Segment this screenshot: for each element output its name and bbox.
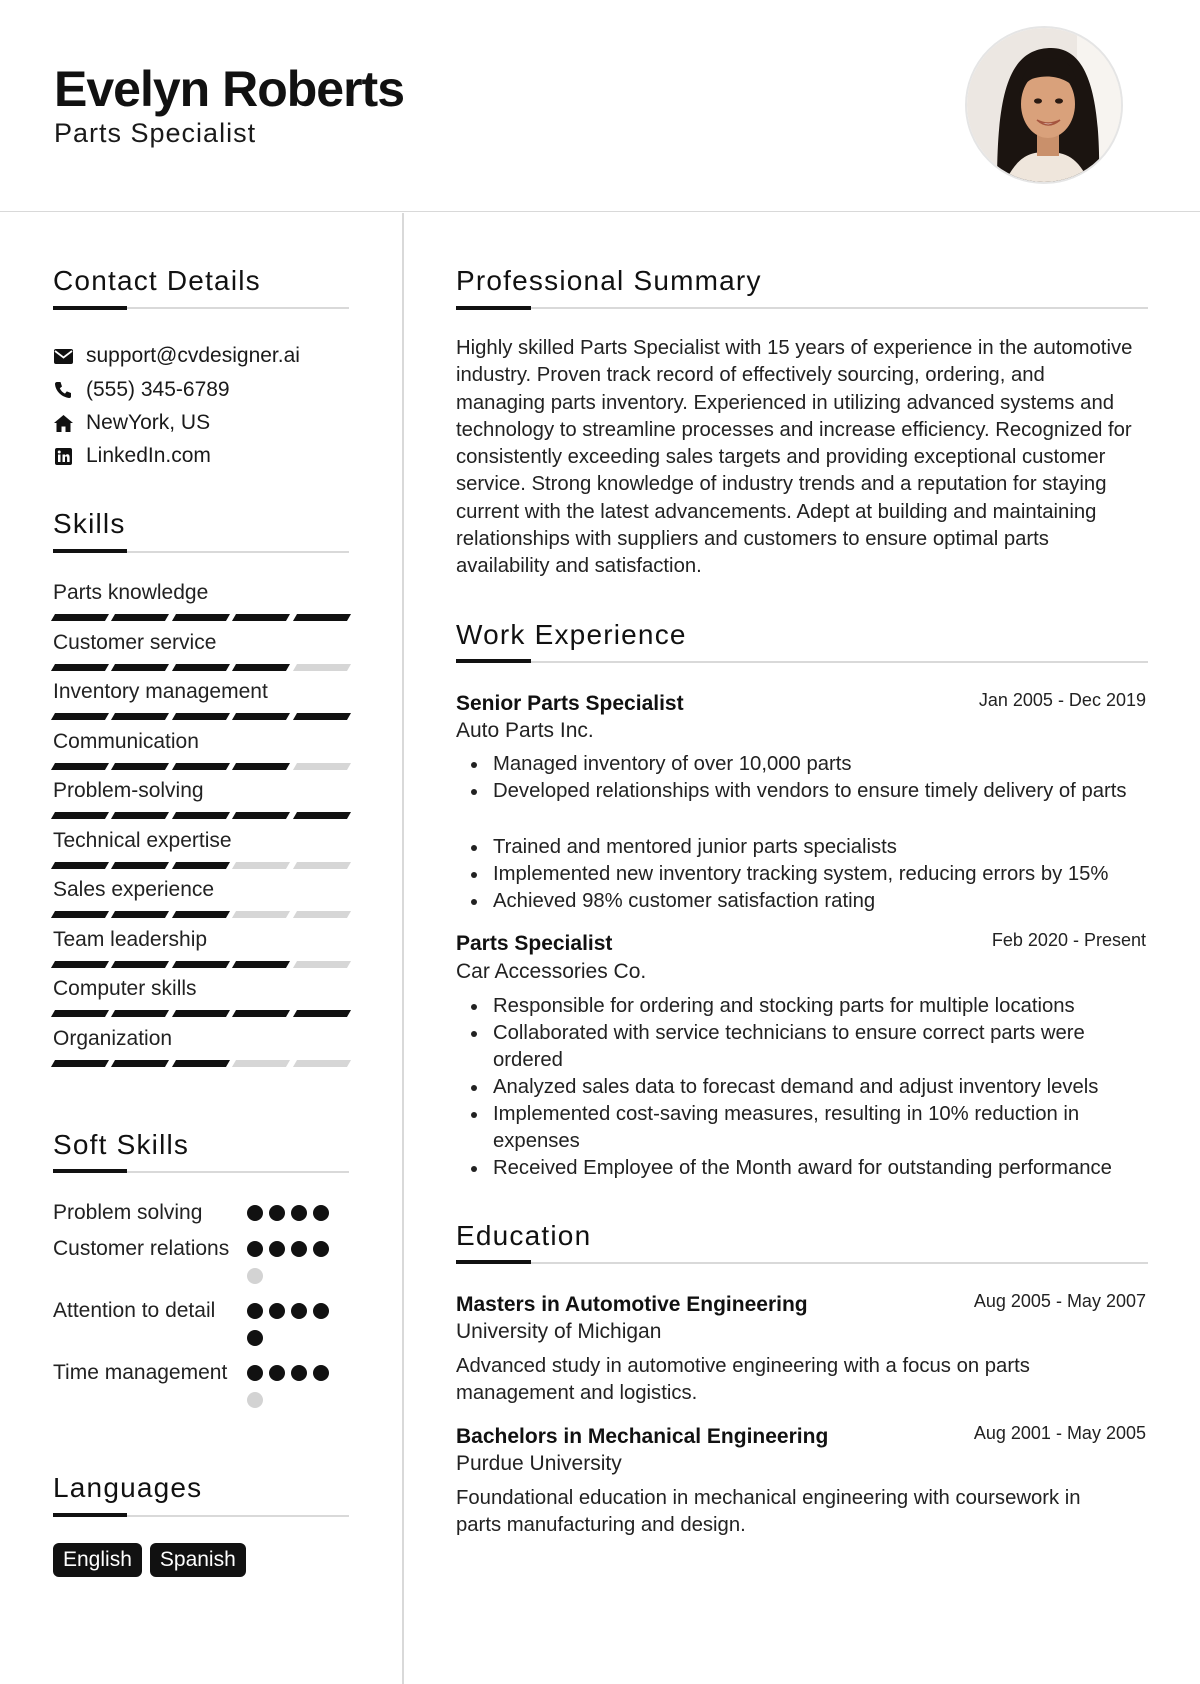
- skill-name: Computer skills: [53, 977, 197, 1000]
- languages-list: [53, 1543, 246, 1577]
- list-item: Implemented new inventory tracking system, reducing errors by 15%: [456, 861, 1146, 888]
- languages-heading: Languages: [53, 1472, 203, 1503]
- phone-icon: [53, 380, 73, 400]
- skill-level-segment: [172, 1060, 230, 1067]
- skill-level-segment: [232, 1010, 290, 1017]
- rating-dot: [313, 1303, 329, 1319]
- soft-skill-dots: [247, 1205, 329, 1221]
- skill-level-bar: [53, 812, 349, 819]
- job-bullets: [456, 751, 1146, 805]
- skill-level-segment: [232, 664, 290, 671]
- section-accent: [456, 659, 531, 663]
- skill-level-bar: [53, 664, 349, 671]
- skill-level-segment: [51, 664, 109, 671]
- skill-level-segment: [172, 862, 230, 869]
- skills-heading: Skills: [53, 508, 126, 539]
- skill-level-segment: [293, 713, 351, 720]
- skill-level-segment: [111, 911, 169, 918]
- skill-level-segment: [111, 812, 169, 819]
- skill-level-segment: [293, 911, 351, 918]
- contact-email-text: support@cvdesigner.ai: [86, 344, 300, 367]
- soft-skill-dots: [247, 1303, 329, 1346]
- skill-level-bar: [53, 763, 349, 770]
- skill-level-bar: [53, 961, 349, 968]
- rating-dot: [247, 1205, 263, 1221]
- contact-location-text: NewYork, US: [86, 411, 211, 434]
- skill-level-segment: [172, 664, 230, 671]
- contact-phone-text: (555) 345-6789: [86, 378, 230, 401]
- skill-level-segment: [51, 1060, 109, 1067]
- envelope-icon: [53, 346, 73, 366]
- section-accent: [53, 1513, 127, 1517]
- resume-header: [0, 0, 1200, 212]
- experience-heading: Work Experience: [456, 619, 687, 650]
- list-item: Responsible for ordering and stocking parts for multiple locations: [456, 993, 1116, 1020]
- skill-level-segment: [293, 1010, 351, 1017]
- rating-dot: [291, 1365, 307, 1381]
- skill-level-segment: [111, 1060, 169, 1067]
- skill-level-segment: [232, 961, 290, 968]
- job-title: Parts Specialist: [456, 932, 613, 955]
- skill-name: Team leadership: [53, 928, 208, 951]
- skill-level-segment: [172, 614, 230, 621]
- rating-dot: [313, 1365, 329, 1381]
- skill-level-segment: [51, 961, 109, 968]
- skill-level-segment: [293, 862, 351, 869]
- job-company: Auto Parts Inc.: [456, 719, 594, 742]
- skill-level-segment: [111, 713, 169, 720]
- candidate-title: Parts Specialist: [54, 118, 257, 148]
- skill-level-segment: [51, 1010, 109, 1017]
- job-bullets: [456, 993, 1116, 1182]
- job-title: Senior Parts Specialist: [456, 692, 684, 715]
- skill-name: Customer service: [53, 631, 217, 654]
- degree-title: Bachelors in Mechanical Engineering: [456, 1425, 829, 1448]
- rating-dot: [269, 1205, 285, 1221]
- skill-level-segment: [111, 961, 169, 968]
- list-item: Analyzed sales data to forecast demand and adjust inventory levels: [456, 1074, 1116, 1101]
- degree-title: Masters in Automotive Engineering: [456, 1293, 808, 1316]
- skill-level-segment: [111, 664, 169, 671]
- column-divider: [402, 213, 404, 1684]
- soft-skill-name: Time management: [53, 1361, 228, 1384]
- contact-phone[interactable]: [53, 375, 230, 405]
- education-description: Foundational education in mechanical engineering with coursework in parts manufacturing and design.: [456, 1487, 1081, 1536]
- rating-dot: [247, 1392, 263, 1408]
- section-rule: [456, 1262, 1148, 1264]
- soft-skills-heading: Soft Skills: [53, 1129, 190, 1160]
- skill-level-segment: [172, 812, 230, 819]
- list-item: Achieved 98% customer satisfaction rating: [456, 888, 1146, 915]
- education-date: Aug 2005 - May 2007: [973, 1291, 1146, 1311]
- education-date: Aug 2001 - May 2005: [973, 1423, 1146, 1443]
- skill-level-segment: [172, 763, 230, 770]
- school-name: Purdue University: [456, 1452, 622, 1475]
- skill-name: Inventory management: [53, 680, 268, 703]
- skill-name: Communication: [53, 730, 199, 753]
- skill-level-segment: [232, 862, 290, 869]
- rating-dot: [269, 1241, 285, 1257]
- skill-level-segment: [232, 812, 290, 819]
- skill-level-segment: [51, 862, 109, 869]
- list-item: Managed inventory of over 10,000 parts: [456, 751, 1146, 778]
- skill-level-segment: [232, 1060, 290, 1067]
- skill-level-segment: [111, 763, 169, 770]
- skill-name: Sales experience: [53, 878, 215, 901]
- skill-level-segment: [172, 1010, 230, 1017]
- rating-dot: [247, 1330, 263, 1346]
- skill-level-segment: [232, 763, 290, 770]
- skill-level-segment: [51, 911, 109, 918]
- soft-skill-name: Problem solving: [53, 1201, 203, 1224]
- skill-name: Technical expertise: [53, 829, 232, 852]
- contact-linkedin-text: LinkedIn.com: [86, 444, 211, 467]
- section-accent: [53, 1169, 127, 1173]
- rating-dot: [313, 1205, 329, 1221]
- skill-level-segment: [51, 763, 109, 770]
- contact-location: [53, 408, 210, 438]
- skill-level-segment: [111, 862, 169, 869]
- soft-skill-name: Customer relations: [53, 1237, 230, 1260]
- rating-dot: [247, 1241, 263, 1257]
- section-accent: [456, 1260, 531, 1264]
- skill-name: Parts knowledge: [53, 581, 209, 604]
- skill-name: Problem-solving: [53, 779, 204, 802]
- skill-level-segment: [51, 713, 109, 720]
- rating-dot: [269, 1303, 285, 1319]
- rating-dot: [247, 1365, 263, 1381]
- skill-level-segment: [293, 664, 351, 671]
- education-description: Advanced study in automotive engineering with a focus on parts management and logistics.: [456, 1355, 1030, 1404]
- job-date: Feb 2020 - Present: [991, 930, 1146, 950]
- language-badge: English: [53, 1543, 142, 1577]
- job-bullets: [456, 834, 1146, 915]
- school-name: University of Michigan: [456, 1320, 662, 1343]
- rating-dot: [291, 1303, 307, 1319]
- skill-level-segment: [293, 1060, 351, 1067]
- skill-level-segment: [172, 961, 230, 968]
- skill-level-segment: [232, 713, 290, 720]
- section-accent: [53, 306, 127, 310]
- language-badge: Spanish: [150, 1543, 246, 1577]
- section-accent: [456, 306, 531, 310]
- home-icon: [53, 413, 73, 433]
- section-rule: [456, 307, 1148, 309]
- summary-text: Highly skilled Parts Specialist with 15 years of experience in the automotive industry. Proven track record of effectively sourcing, ordering, and managing parts inventory. Experienced in utilizing advanced systems and technology to streamline processes and increase efficiency. Recognized for consistently exceeding sales targets and providing exceptional customer service. Strong knowledge of industry trends and a reputation for staying current with the latest advancements. Adept at building and maintaining relationships with suppliers and customers to ensure optimal parts availability and satisfaction.: [456, 337, 1133, 578]
- summary-heading: Professional Summary: [456, 265, 762, 296]
- skill-level-segment: [232, 614, 290, 621]
- skill-level-segment: [293, 763, 351, 770]
- skill-level-segment: [293, 961, 351, 968]
- skill-level-segment: [293, 812, 351, 819]
- soft-skill-name: Attention to detail: [53, 1299, 216, 1322]
- skill-level-bar: [53, 911, 349, 918]
- soft-skill-dots: [247, 1365, 329, 1408]
- job-date: Jan 2005 - Dec 2019: [978, 690, 1146, 710]
- skill-level-bar: [53, 713, 349, 720]
- job-company: Car Accessories Co.: [456, 960, 647, 983]
- skill-level-segment: [51, 812, 109, 819]
- skill-level-segment: [51, 614, 109, 621]
- section-rule: [456, 661, 1148, 663]
- candidate-name: Evelyn Roberts: [54, 61, 405, 117]
- skill-level-segment: [172, 713, 230, 720]
- list-item: Implemented cost-saving measures, resulting in 10% reduction in expenses: [456, 1101, 1116, 1155]
- skill-name: Organization: [53, 1027, 173, 1050]
- rating-dot: [291, 1241, 307, 1257]
- skill-level-segment: [111, 614, 169, 621]
- skill-level-bar: [53, 614, 349, 621]
- contact-heading: Contact Details: [53, 265, 261, 296]
- skill-level-segment: [111, 1010, 169, 1017]
- rating-dot: [247, 1268, 263, 1284]
- soft-skill-dots: [247, 1241, 329, 1284]
- list-item: Collaborated with service technicians to ensure correct parts were ordered: [456, 1020, 1116, 1074]
- rating-dot: [269, 1365, 285, 1381]
- profile-photo: [965, 26, 1123, 184]
- skill-level-segment: [293, 614, 351, 621]
- education-heading: Education: [456, 1220, 592, 1251]
- list-item: Trained and mentored junior parts specialists: [456, 834, 1146, 861]
- skill-level-segment: [172, 911, 230, 918]
- rating-dot: [291, 1205, 307, 1221]
- section-accent: [53, 549, 127, 553]
- skill-level-bar: [53, 1010, 349, 1017]
- list-item: Received Employee of the Month award for outstanding performance: [456, 1155, 1116, 1182]
- linkedin-icon: [53, 446, 73, 466]
- skill-level-segment: [232, 911, 290, 918]
- rating-dot: [247, 1303, 263, 1319]
- list-item: Developed relationships with vendors to ensure timely delivery of parts: [456, 778, 1146, 805]
- contact-linkedin[interactable]: [53, 441, 211, 471]
- rating-dot: [313, 1241, 329, 1257]
- skill-level-bar: [53, 1060, 349, 1067]
- contact-email[interactable]: [53, 341, 300, 371]
- skill-level-bar: [53, 862, 349, 869]
